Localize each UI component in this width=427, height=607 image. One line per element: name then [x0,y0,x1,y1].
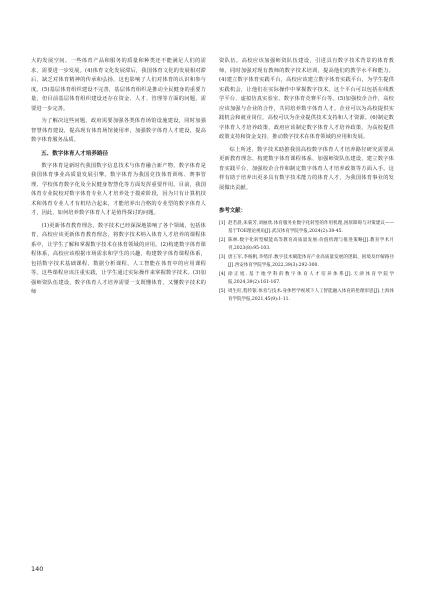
body-paragraph: (1)更新体育教育理念，数字技术已经深深地影响了各个领域，包括体育，高校应该更新体育教育理念，将数字技术纳入体育人才培养的课程体系中，让学生了解和掌握数字技术在体育领域的应用。(2)构建数字体育课程体系，高校应该根据市场需求和学生的兴趣，构建数字体育课程体系，包括数字技术基础课程、数据分析课程、人工智能在体育中的应用课程等。这些课程应该注重实践，让学生通过实际操作来掌握数字技术。(3)加强师资队伍建设，数字体育人才培养需要一支既懂体育，又懂数字技术的师 [31,222,206,295]
reference-number: [4] [219,272,226,277]
reference-item [219,288,394,304]
reference-number: [3] [219,255,226,260]
reference-item [219,237,394,253]
reference-item [219,254,394,270]
references-title: 参考文献： [219,208,246,214]
reference-list [219,220,394,304]
body-paragraph: 数字体育是新时代我国数字信息技术与体育融合新产物，数字体育是我国体育事业高质量发展引擎。数字体育为我国竞技体育训练、赛事管理、学校体育数字化及全民健身智慧化等方面发挥重要作用。目前，我国体育专业院校对数字体育专业人才培养处于摸索阶段，因为只有计算机技术和体育专业人才有机结合起来，才能培养出合格的专业型的数字体育人才，因此，如何培养数字体育人才是值得探讨的问题。 [31,162,206,216]
reference-number: [1] [219,221,226,226]
reference-text: 唐王军,李杨帆,李绪洋.数字技术赋能体育产业高质量发展的逻辑、困境及纾解路径[J].西安体育学院学报,2022,39(3):292-300. [228,255,394,268]
body-paragraph: 为了解决这些问题，政府需要加强各类体育场馆设施建设，同时加强智慧体育建设，提高现有体育场馆使用率，加强数字体育人才建设，提高数字体育服务品质。 [31,118,206,143]
body-paragraph: 大的发展空间。一些体育产品和服务的质量和种类还不能满足人们的需求，需要进一步发展。(4)体育文化发展滞后，我国体育文化的发展相对滞后，缺乏对体育精神的传承和弘扬，这也影响了人们对体育的认识和参与度。(5)基层体育组织建设不完善，基层体育组织是推动全民健身的重要力量，但目前基层体育组织建设还存在资金、人才、管理等方面的问题，需要进一步完善。 [31,58,206,112]
reference-item [219,271,394,287]
body-paragraph: 综上所述，数字技术助推我国高校数字体育人才培养路径研究需要从更新教育理念、构建数字体育课程体系、加强师资队伍建设、建立数字体育实践平台、加强校企合作和制定数字体育人才培养政策等方面入手。这样有助于培养出更多具有数字技术能力的体育人才，为我国体育事业的发展做出贡献。 [219,146,394,191]
reference-text: 陈林.数字化转型赋能高等教育高质量发展:价值机理与推进策略[J].教育学术月刊,2023(8):95-103. [228,238,394,251]
right-column [219,57,394,305]
left-column [31,57,206,301]
reference-number: [2] [219,238,226,243]
reference-text: 赵若晨,朱菊芳,刘丽欣.体育服务业数字化转型的作用机理,困厚障碍与对策建议——基于TOE理论视角[J].武汉体育学院学报,2024(2):38-45. [228,221,394,234]
reference-number: [5] [219,289,226,294]
section-heading: 五、数字体育人才培养路径 [41,150,109,157]
body-paragraph: 资队伍。高校应该加强师资队伍建设，引进具有数字技术背景的体育教师，同时加强对现有教师的数字技术培训，提高他们的教学水平和能力。(4)建立数字体育实践平台，高校应该建立数字体育实践平台，为学生提供实践机会，让他们在实际操作中掌握数字技术。这个平台可以包括在线教学平台、虚拟仿真实验室、数字体育竞赛平台等。(5)加强校企合作，高校应该加强与企业的合作，共同培养数字体育人才。企业可以为高校提供实践机会和就业岗位，高校可以为企业提供技术支持和人才资源。(6)制定数字体育人才培养政策，政府应该制定数字体育人才培养政策，为高校提供政策支持和资金支持，推动数字技术在体育领域的应用和发展。 [219,58,394,140]
reference-item [219,220,394,236]
reference-text: 周生旺,程传银.体育与技术:身体哲学视域下人工智能融入体育的伦理审思[J].上海体育学院学报,2021,45(9):1-11. [228,289,394,302]
reference-text: 徐正旭.基于地学科的数字体育人才培养体系[J].天津体育学院学报,2024,39(2):161-167. [228,272,394,285]
page-number: 140 [31,565,44,573]
